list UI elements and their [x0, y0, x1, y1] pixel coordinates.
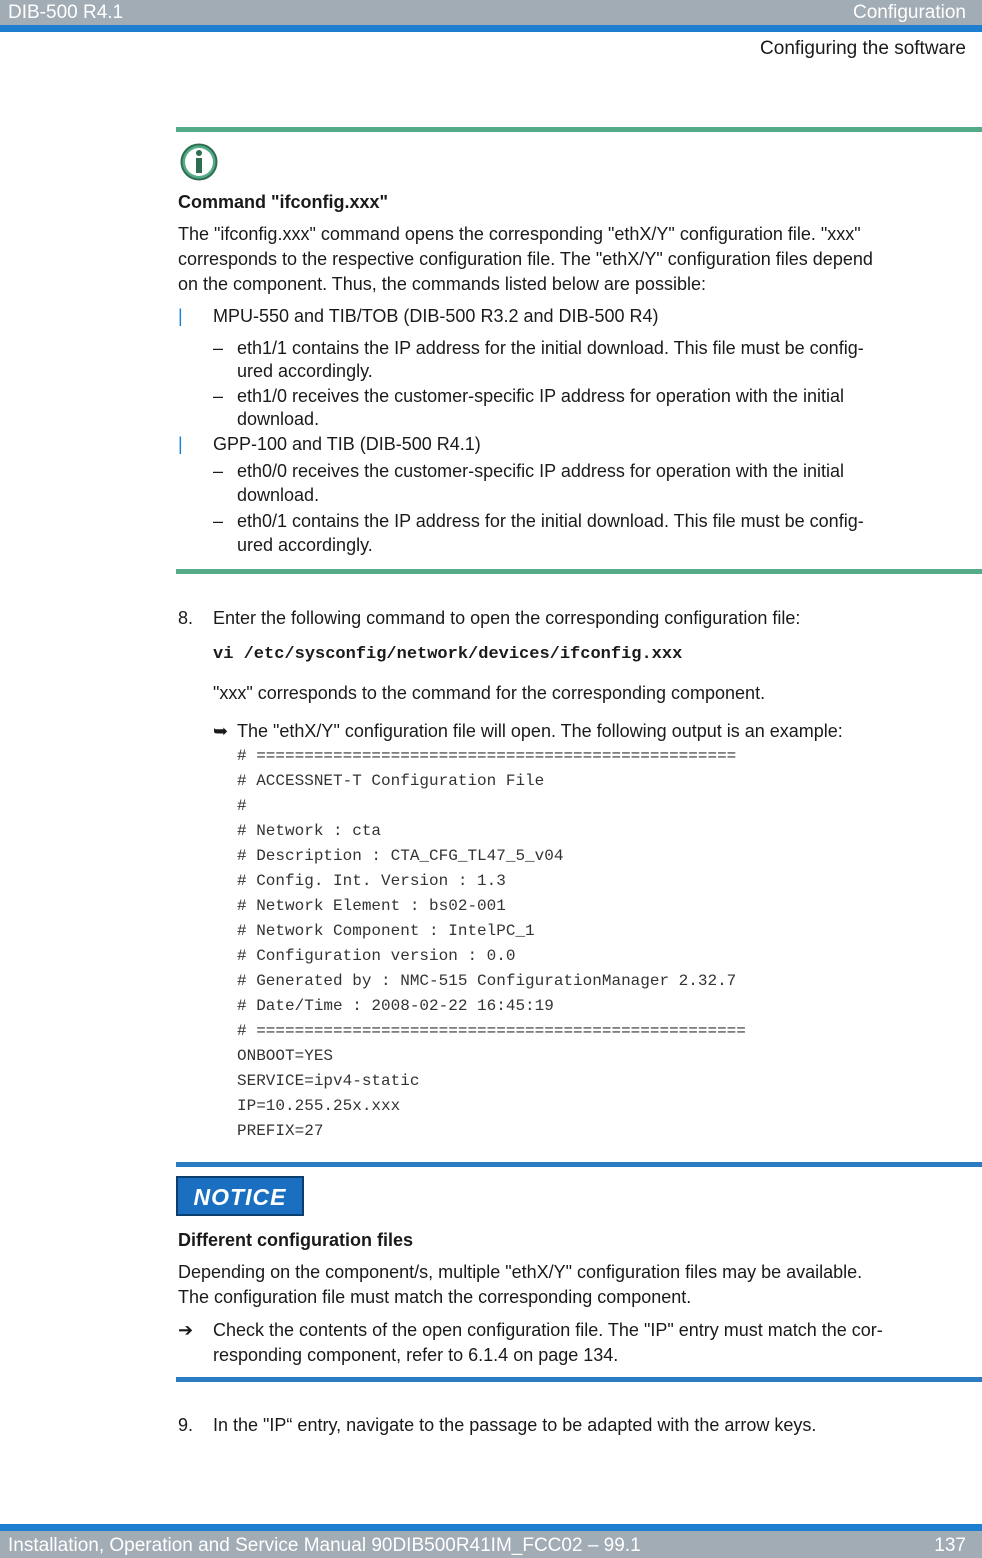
note-top-rule: [176, 127, 982, 132]
code-line: PREFIX=27: [237, 1122, 324, 1140]
group-1-item-2-line-1: eth1/0 receives the customer-specific IP address for operation with the initial: [237, 386, 844, 406]
xxx-explanation: "xxx" corresponds to the command for the corresponding component.: [213, 683, 766, 703]
page-footer: [0, 1531, 982, 1558]
step-8-text: Enter the following command to open the corresponding configuration file:: [213, 608, 801, 628]
group-2-label: GPP-100 and TIB (DIB-500 R4.1): [213, 434, 481, 454]
dash-marker: –: [213, 338, 224, 358]
code-line: # Generated by : NMC-515 ConfigurationManager 2.32.7: [237, 972, 737, 990]
notice-top-rule: [176, 1162, 982, 1167]
note-para-line-3: on the component. Thus, the commands listed below are possible:: [178, 274, 706, 294]
note-para-line-2: corresponds to the respective configuration file. The "ethX/Y" configuration files depend: [178, 249, 873, 269]
note-bottom-rule: [176, 569, 982, 574]
code-line: # Config. Int. Version : 1.3: [237, 872, 506, 890]
notice-para-line-2: The configuration file must match the corresponding component.: [178, 1287, 692, 1307]
step-9-number: 9.: [178, 1415, 194, 1435]
code-line: ONBOOT=YES: [237, 1047, 334, 1065]
page-header: [0, 0, 982, 25]
dash-marker: –: [213, 511, 224, 531]
group-2-item-2-line-2: ured accordingly.: [237, 535, 373, 555]
info-icon: [180, 143, 218, 181]
code-line: SERVICE=ipv4-static: [237, 1072, 420, 1090]
group-1-item-1-line-2: ured accordingly.: [237, 361, 373, 381]
code-line: # Network : cta: [237, 822, 382, 840]
code-line: #: [237, 797, 247, 815]
step-8-number: 8.: [178, 608, 194, 628]
code-line: # ===================================================: [237, 1022, 746, 1040]
header-chapter: Configuration: [852, 2, 966, 23]
code-line: # Date/Time : 2008-02-22 16:45:19: [237, 997, 554, 1015]
code-line: # Network Element : bs02-001: [237, 897, 506, 915]
dash-marker: –: [213, 386, 224, 406]
group-2-item-1-line-1: eth0/0 receives the customer-specific IP address for operation with the initial: [237, 461, 844, 481]
footer-manual-title: Installation, Operation and Service Manual 90DIB500R41IM_FCC02 – 99.1: [8, 1535, 641, 1556]
code-line: IP=10.255.25x.xxx: [237, 1097, 401, 1115]
header-section: Configuring the software: [760, 38, 966, 59]
code-line: # ACCESSNET-T Configuration File: [237, 772, 545, 790]
code-line: # ==================================================: [237, 747, 737, 765]
group-1-item-2-line-2: download.: [237, 409, 320, 429]
code-line: # Configuration version : 0.0: [237, 947, 516, 965]
code-line: # Description : CTA_CFG_TL47_5_v04: [237, 847, 564, 865]
list-marker: |: [178, 306, 183, 326]
notice-badge-label: NOTICE: [193, 1184, 287, 1210]
code-line: # Network Component : IntelPC_1: [237, 922, 535, 940]
command-line: vi /etc/sysconfig/network/devices/ifconfig.xxx: [213, 645, 683, 664]
step-9-text: In the "IP“ entry, navigate to the passage to be adapted with the arrow keys.: [213, 1415, 817, 1435]
footer-accent-line: [0, 1524, 982, 1531]
header-accent-line: [0, 25, 982, 32]
notice-title: Different configuration files: [178, 1230, 414, 1250]
action-arrow-icon: ➔: [178, 1320, 194, 1340]
dash-marker: –: [213, 461, 224, 481]
notice-action-line-1: Check the contents of the open configuration file. The "IP" entry must match the cor-: [213, 1320, 883, 1340]
header-product: DIB-500 R4.1: [8, 2, 124, 23]
notice-action-line-2: responding component, refer to 6.1.4 on page 134.: [213, 1345, 619, 1365]
notice-para-line-1: Depending on the component/s, multiple "ethX/Y" configuration files may be available.: [178, 1262, 863, 1282]
group-1-label: MPU-550 and TIB/TOB (DIB-500 R3.2 and DIB-500 R4): [213, 306, 659, 326]
group-2-item-1-line-2: download.: [237, 485, 320, 505]
group-1-item-1-line-1: eth1/1 contains the IP address for the initial download. This file must be config-: [237, 338, 864, 358]
result-arrow-icon: ➥: [213, 721, 229, 741]
note-para-line-1: The "ifconfig.xxx" command opens the corresponding "ethX/Y" configuration file. "xxx": [178, 224, 861, 244]
note-title: Command "ifconfig.xxx": [178, 192, 389, 212]
notice-bottom-rule: [176, 1377, 982, 1382]
result-text: The "ethX/Y" configuration file will open. The following output is an example:: [237, 721, 843, 741]
list-marker: |: [178, 434, 183, 454]
page-number: 137: [934, 1535, 966, 1556]
notice-badge: [176, 1176, 304, 1216]
group-2-item-2-line-1: eth0/1 contains the IP address for the initial download. This file must be config-: [237, 511, 864, 531]
